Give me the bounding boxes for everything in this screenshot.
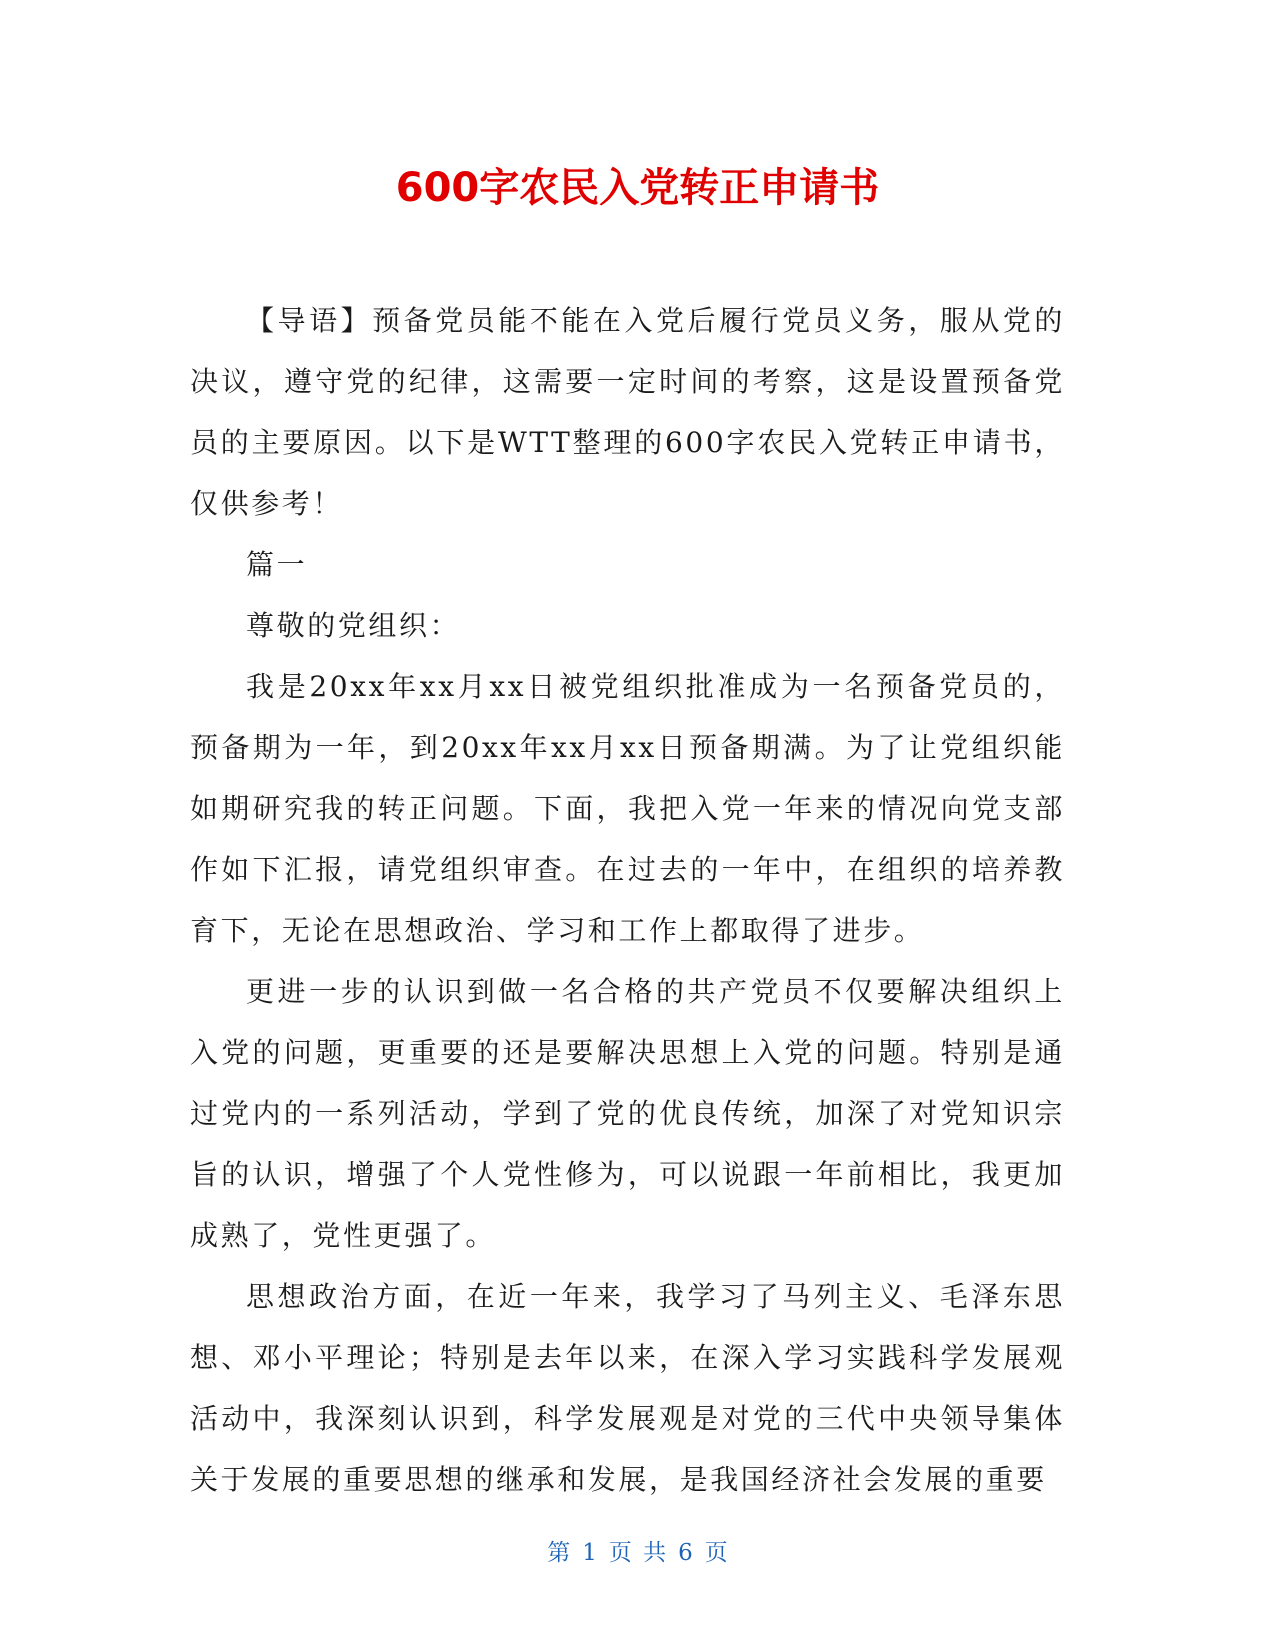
section-heading: 篇一: [246, 548, 308, 581]
salutation: 尊敬的党组织：: [246, 609, 461, 642]
footer-suffix: 页: [704, 1540, 728, 1566]
body-paragraph: 思想政治方面，在近一年来，我学习了马列主义、毛泽东思想、邓小平理论；特别是去年以来，在深入学习实践科学发展观活动中，我深刻认识到，科学发展观是对党的三代中央领导集体关于发展的重要思想的继承和发展，是我国经济社会发展的重要: [190, 1280, 1065, 1496]
current-page-number: 1: [582, 1540, 597, 1566]
body-paragraph: 我是20xx年xx月xx日被党组织批准成为一名预备党员的，预备期为一年，到20xx年xx月xx日预备期满。为了让党组织能如期研究我的转正问题。下面，我把入党一年来的情况向党支部作如下汇报，请党组织审查。在过去的一年中，在组织的培养教育下，无论在思想政治、学习和工作上都取得了进步。: [190, 670, 1065, 947]
footer-mid: 页 共: [608, 1540, 667, 1566]
document-title: 600字农民入党转正申请书: [395, 165, 880, 211]
document-body: [190, 290, 1065, 1510]
body-paragraph: 更进一步的认识到做一名合格的共产党员不仅要解决组织上入党的问题，更重要的还是要解决思想上入党的问题。特别是通过党内的一系列活动，学到了党的优良传统，加深了对党知识宗旨的认识，增强了个人党性修为，可以说跟一年前相比，我更加成熟了，党性更强了。: [190, 975, 1065, 1252]
total-pages-number: 6: [678, 1540, 693, 1566]
intro-paragraph: 【导语】预备党员能不能在入党后履行党员义务，服从党的决议，遵守党的纪律，这需要一定时间的考察，这是设置预备党员的主要原因。以下是WTT整理的600字农民入党转正申请书，仅供参考！: [190, 304, 1065, 520]
page-footer: [0, 1538, 1275, 1568]
footer-prefix: 第: [547, 1540, 571, 1566]
